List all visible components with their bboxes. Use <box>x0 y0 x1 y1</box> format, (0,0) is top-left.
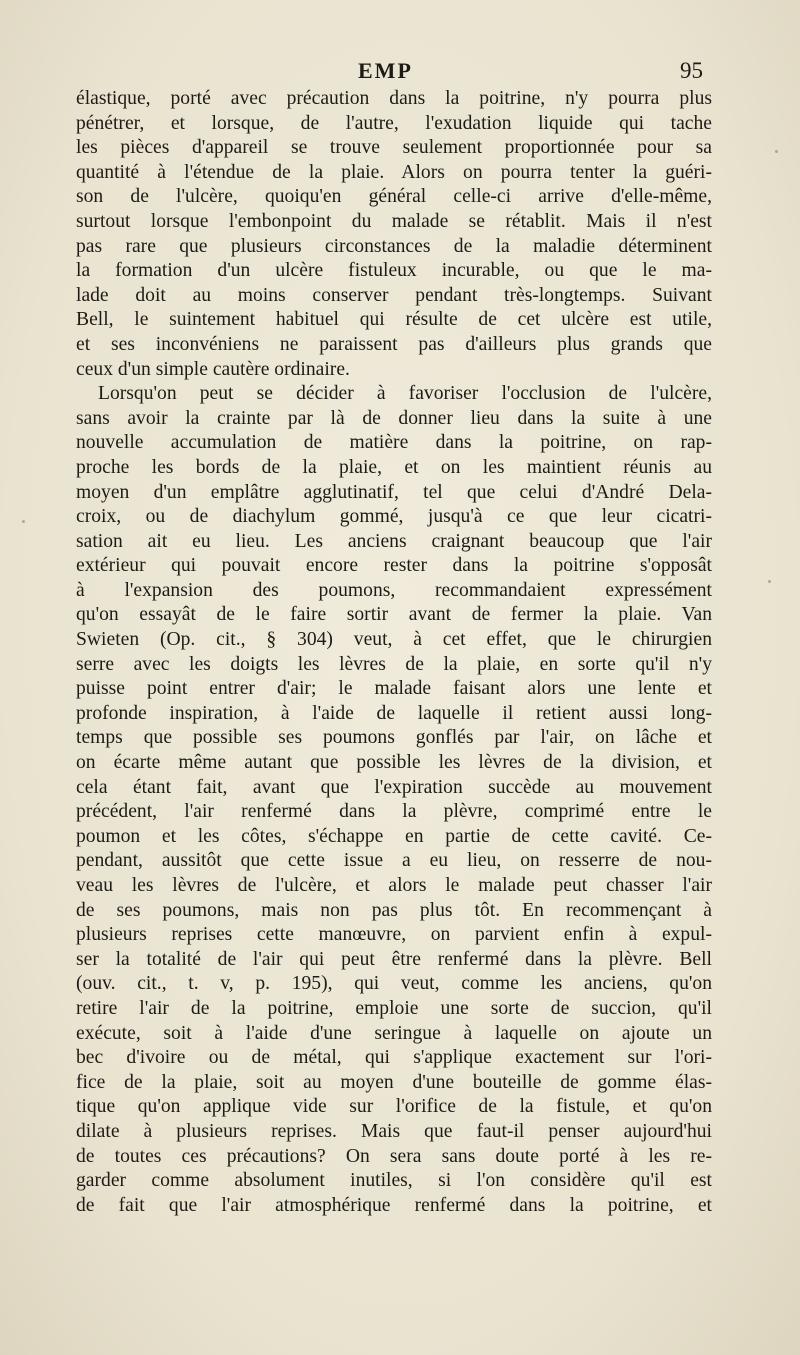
text-line: de ses poumons, mais non pas plus tôt. En recommençant à <box>76 899 712 921</box>
text-line: plusieurs reprises cette manœuvre, on parvient enfin à expul- <box>76 924 712 946</box>
text-line: son de l'ulcère, quoiqu'en général celle-ci arrive d'elle-même, <box>76 186 712 208</box>
text-line: lade doit au moins conserver pendant très-longtemps. Suivant <box>76 284 712 306</box>
body-text <box>76 87 712 1218</box>
page-number: 95 <box>680 58 703 83</box>
running-head <box>0 58 800 88</box>
text-line: temps que possible ses poumons gonflés par l'air, on lâche et <box>76 727 712 749</box>
text-line: croix, ou de diachylum gommé, jusqu'à ce que leur cicatri- <box>76 506 712 528</box>
text-line: garder comme absolument inutiles, si l'on considère qu'il est <box>76 1170 712 1192</box>
text-line: fice de la plaie, soit au moyen d'une bouteille de gomme élas- <box>76 1071 712 1093</box>
text-line: les pièces d'appareil se trouve seulement proportionnée pour sa <box>76 137 712 159</box>
paragraph-end-line: ceux d'un simple cautère ordinaire. <box>76 358 350 380</box>
text-line: on écarte même autant que possible les lèvres de la division, et <box>76 752 712 774</box>
text-line: pendant, aussitôt que cette issue a eu lieu, on resserre de nou- <box>76 850 712 872</box>
text-line: précédent, l'air renfermé dans la plèvre, comprimé entre le <box>76 801 712 823</box>
text-line: pénétrer, et lorsque, de l'autre, l'exudation liquide qui tache <box>76 112 712 134</box>
text-line: qu'on essayât de le faire sortir avant de fermer la plaie. Van <box>76 604 712 626</box>
paragraph-start-line: Lorsqu'on peut se décider à favoriser l'occlusion de l'ulcère, <box>98 383 712 405</box>
text-line: retire l'air de la poitrine, emploie une sorte de succion, qu'il <box>76 997 712 1019</box>
paper-speck <box>775 150 778 153</box>
paper-speck <box>22 520 25 523</box>
text-line: élastique, porté avec précaution dans la poitrine, n'y pourra plus <box>76 88 712 109</box>
text-line: ser la totalité de l'air qui peut être renfermé dans la plèvre. Bell <box>76 948 712 970</box>
text-line: puisse point entrer d'air; le malade faisant alors une lente et <box>76 678 712 700</box>
text-line: bec d'ivoire ou de métal, qui s'applique exactement sur l'ori- <box>76 1047 712 1069</box>
text-line: tique qu'on applique vide sur l'orifice de la fistule, et qu'on <box>76 1096 712 1118</box>
text-line: sans avoir la crainte par là de donner lieu dans la suite à une <box>76 407 712 429</box>
text-line: extérieur qui pouvait encore rester dans la poitrine s'opposât <box>76 555 712 577</box>
text-line: (ouv. cit., t. v, p. 195), qui veut, comme les anciens, qu'on <box>76 973 712 995</box>
text-line: cela étant fait, avant que l'expiration succède au mouvement <box>76 776 712 798</box>
text-line: de fait que l'air atmosphérique renfermé dans la poitrine, et <box>76 1194 712 1216</box>
text-line: pas rare que plusieurs circonstances de la maladie déterminent <box>76 235 712 257</box>
text-line: sation ait eu lieu. Les anciens craignant beaucoup que l'air <box>76 530 712 552</box>
text-line: et ses inconvéniens ne paraissent pas d'ailleurs plus grands que <box>76 333 712 355</box>
text-line: veau les lèvres de l'ulcère, et alors le malade peut chasser l'air <box>76 875 712 896</box>
text-line: moyen d'un emplâtre agglutinatif, tel que celui d'André Dela- <box>76 481 712 503</box>
text-line: poumon et les côtes, s'échappe en partie de cette cavité. Ce- <box>76 825 712 847</box>
text-line: proche les bords de la plaie, et on les maintient réunis au <box>76 456 712 478</box>
text-line: Bell, le suintement habituel qui résulte de cet ulcère est utile, <box>76 309 712 331</box>
text-line: de toutes ces précautions? On sera sans doute porté à les re- <box>76 1145 712 1167</box>
text-line: dilate à plusieurs reprises. Mais que faut-il penser aujourd'hui <box>76 1120 712 1142</box>
text-line: Swieten (Op. cit., § 304) veut, à cet effet, que le chirurgien <box>76 629 712 651</box>
text-line: surtout lorsque l'embonpoint du malade se rétablit. Mais il n'est <box>76 210 712 232</box>
text-line: serre avec les doigts les lèvres de la plaie, en sorte qu'il n'y <box>76 653 712 675</box>
text-line: profonde inspiration, à l'aide de laquelle il retient aussi long- <box>76 702 712 724</box>
paper-speck <box>768 580 771 583</box>
running-head-title: EMP <box>358 58 413 83</box>
text-line: nouvelle accumulation de matière dans la poitrine, on rap- <box>76 432 712 454</box>
text-line: quantité à l'étendue de la plaie. Alors on pourra tenter la guéri- <box>76 161 712 183</box>
text-line: exécute, soit à l'aide d'une seringue à laquelle on ajoute un <box>76 1022 712 1044</box>
text-line: la formation d'un ulcère fistuleux incurable, ou que le ma- <box>76 260 712 282</box>
text-line: à l'expansion des poumons, recommandaient expressément <box>76 579 712 601</box>
